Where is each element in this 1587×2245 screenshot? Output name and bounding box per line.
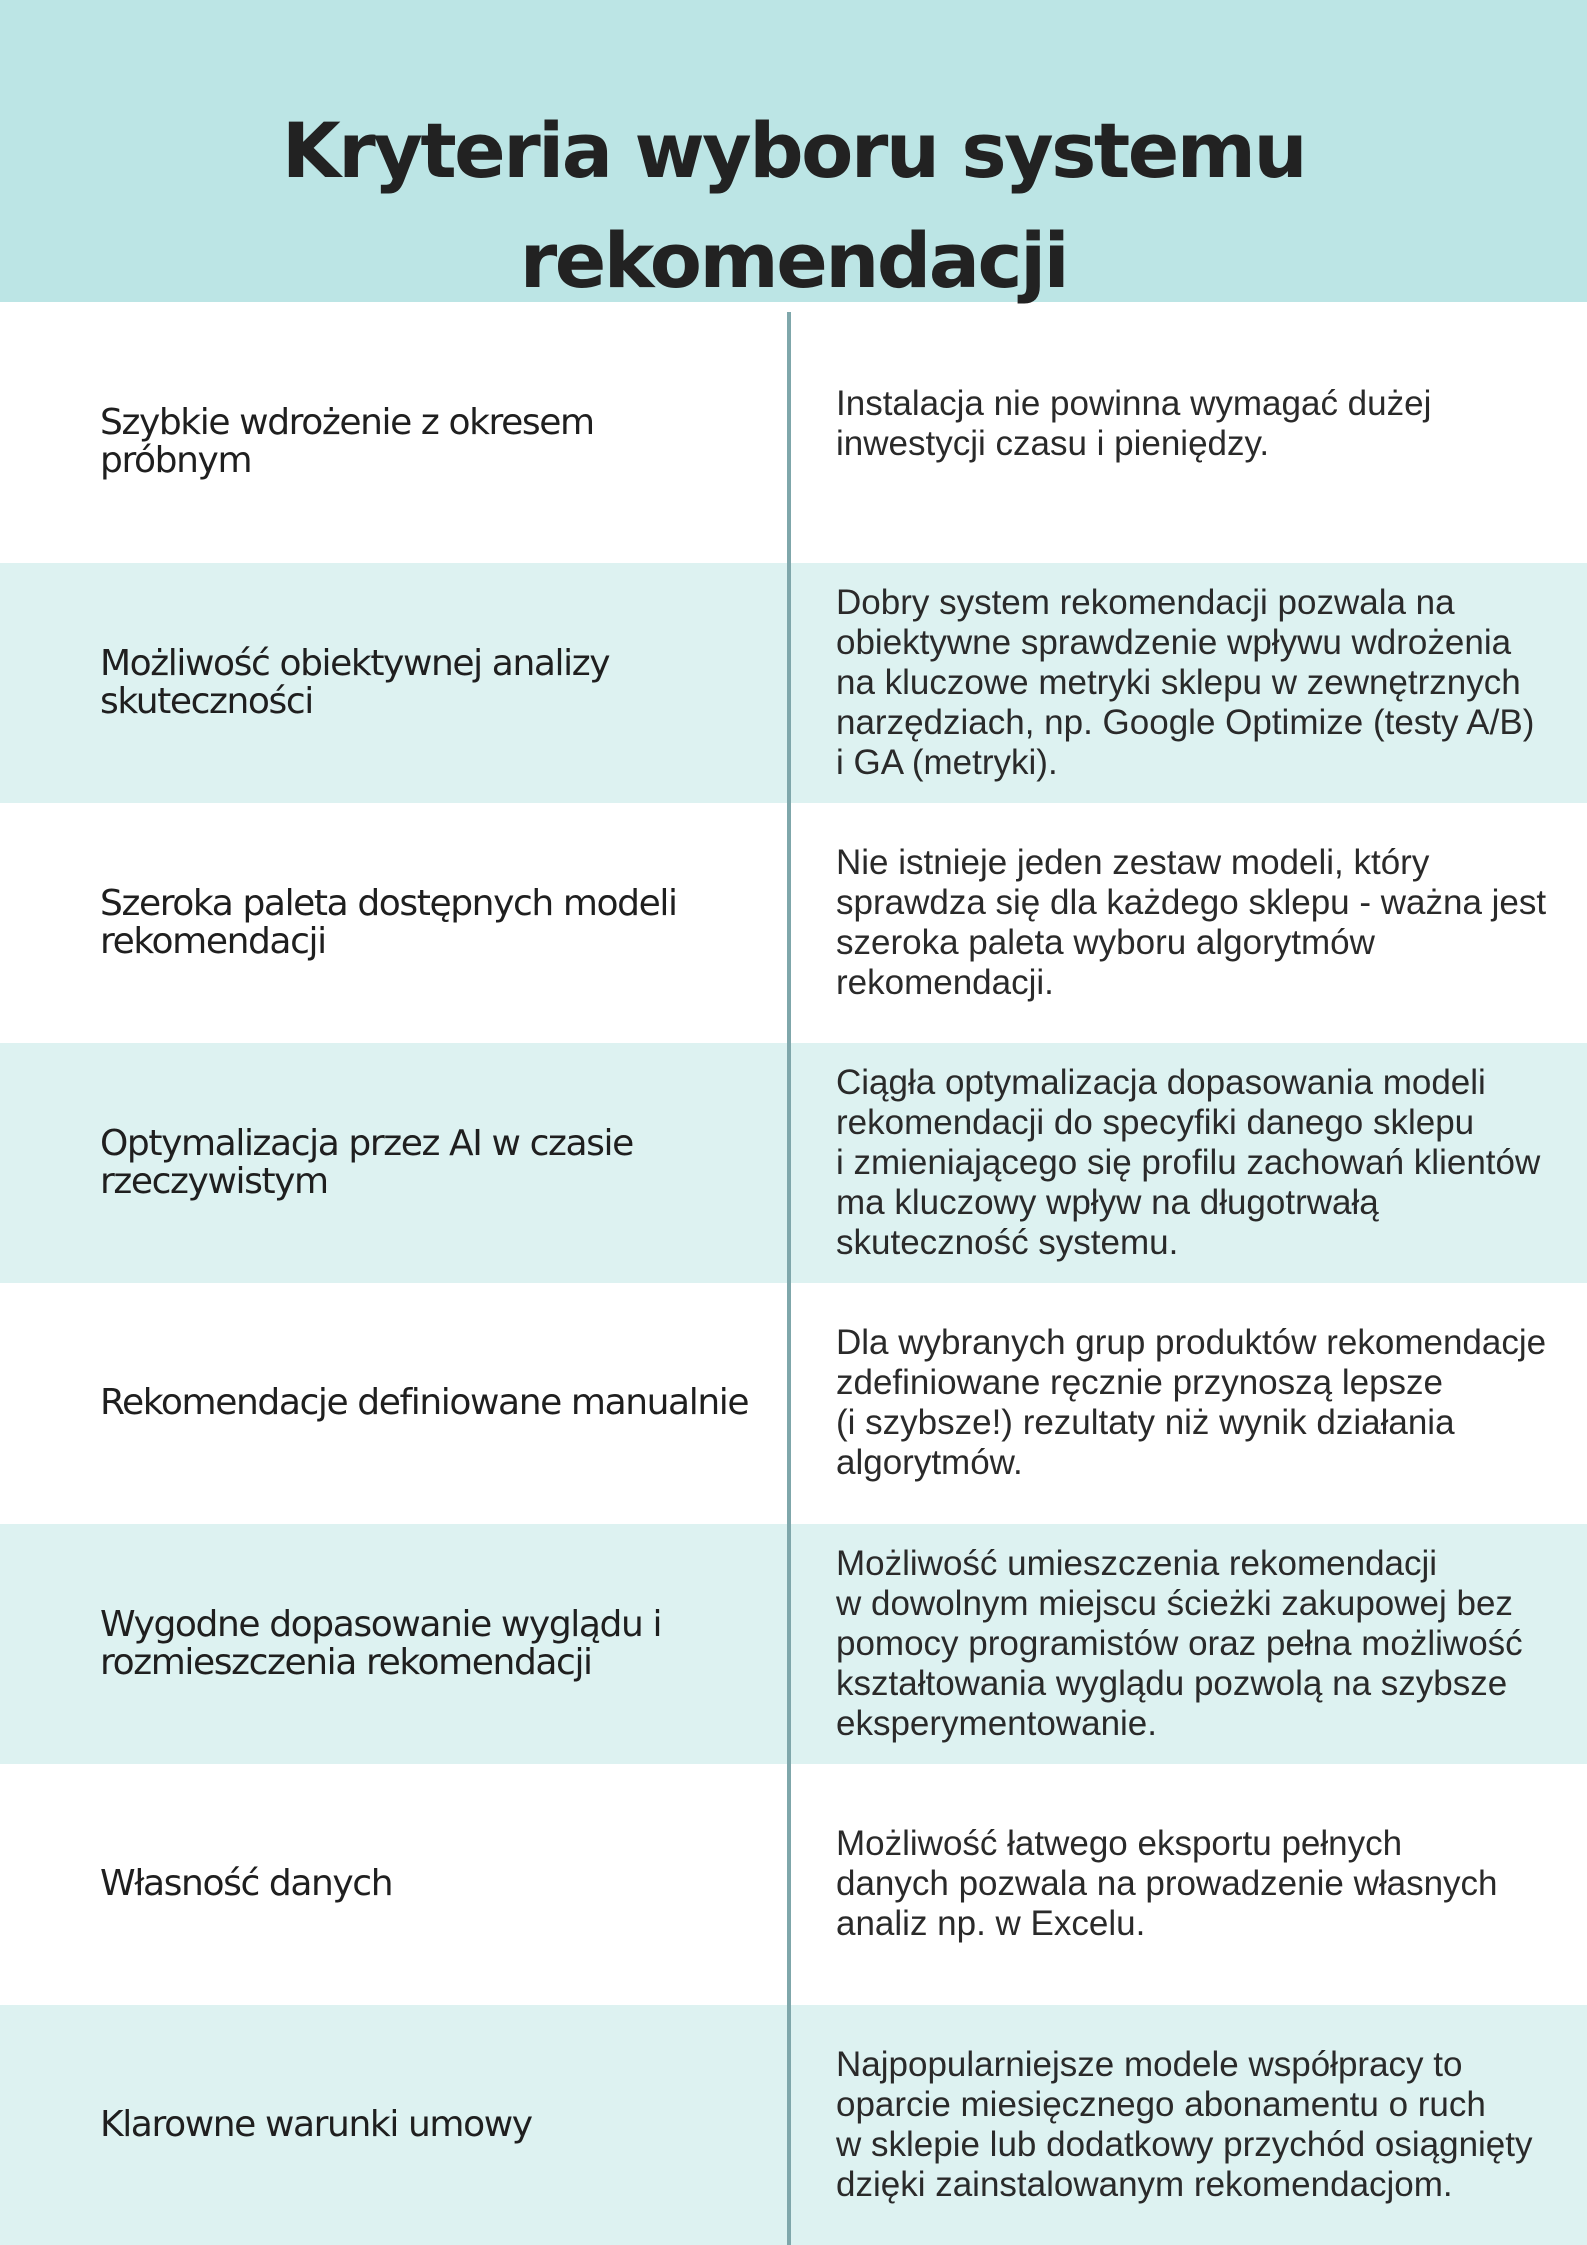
criteria-row: [0, 1524, 1587, 1764]
criterion-description: Możliwość łatwego eksportu pełnych danych pozwala na prowadzenie własnych analiz np. w Excelu.: [836, 1824, 1498, 1943]
criteria-row: [0, 563, 1587, 803]
criterion-description: Instalacja nie powinna wymagać dużej inwestycji czasu i pieniędzy.: [836, 384, 1432, 463]
criterion-label: Szeroka paleta dostępnych modeli rekomendacji: [100, 883, 677, 962]
criterion-label: Wygodne dopasowanie wyglądu i rozmieszczenia rekomendacji: [100, 1604, 662, 1683]
criteria-row: [0, 1764, 1587, 2004]
criterion-label: Szybkie wdrożenie z okresem próbnym: [100, 402, 594, 481]
column-divider: [787, 312, 791, 2245]
criterion-label: Klarowne warunki umowy: [100, 2104, 532, 2145]
criterion-description: Ciągła optymalizacja dopasowania modeli rekomendacji do specyfiki danego sklepu i zmieniającego się profilu zachowań klientów ma kluczowy wpływ na długotrwałą skuteczność systemu.: [836, 1063, 1541, 1262]
criterion-label: Własność danych: [100, 1863, 393, 1904]
header-banner: [0, 0, 1587, 305]
criteria-row: [0, 322, 1587, 562]
criterion-description: Możliwość umieszczenia rekomendacji w dowolnym miejscu ścieżki zakupowej bez pomocy programistów oraz pełna możliwość kształtowania wyglądu pozwolą na szybsze eksperymentowanie.: [836, 1544, 1523, 1743]
page-title: Kryteria wyboru systemu rekomendacji: [281, 106, 1306, 305]
criterion-description: Dobry system rekomendacji pozwala na obiektywne sprawdzenie wpływu wdrożenia na kluczowe metryki sklepu w zewnętrznych narzędziach, np. Google Optimize (testy A/B) i GA (metryki).: [836, 583, 1535, 782]
criterion-label: Możliwość obiektywnej analizy skuteczności: [100, 643, 610, 722]
criterion-description: Nie istnieje jeden zestaw modeli, który sprawdza się dla każdego sklepu - ważna jest szeroka paleta wyboru algorytmów rekomendacji.: [836, 843, 1547, 1002]
criteria-row: [0, 2005, 1587, 2245]
criterion-label: Optymalizacja przez AI w czasie rzeczywistym: [100, 1123, 633, 1202]
criteria-row: [0, 1043, 1587, 1283]
criterion-label: Rekomendacje definiowane manualnie: [100, 1382, 749, 1423]
criterion-description: Dla wybranych grup produktów rekomendacje zdefiniowane ręcznie przynoszą lepsze (i szybsze!) rezultaty niż wynik działania algorytmów.: [836, 1323, 1547, 1482]
criterion-description: Najpopularniejsze modele współpracy to oparcie miesięcznego abonamentu o ruch w sklepie lub dodatkowy przychód osiągnięty dzięki zainstalowanym rekomendacjom.: [836, 2045, 1533, 2204]
criteria-row: [0, 803, 1587, 1043]
criteria-row: [0, 1283, 1587, 1523]
